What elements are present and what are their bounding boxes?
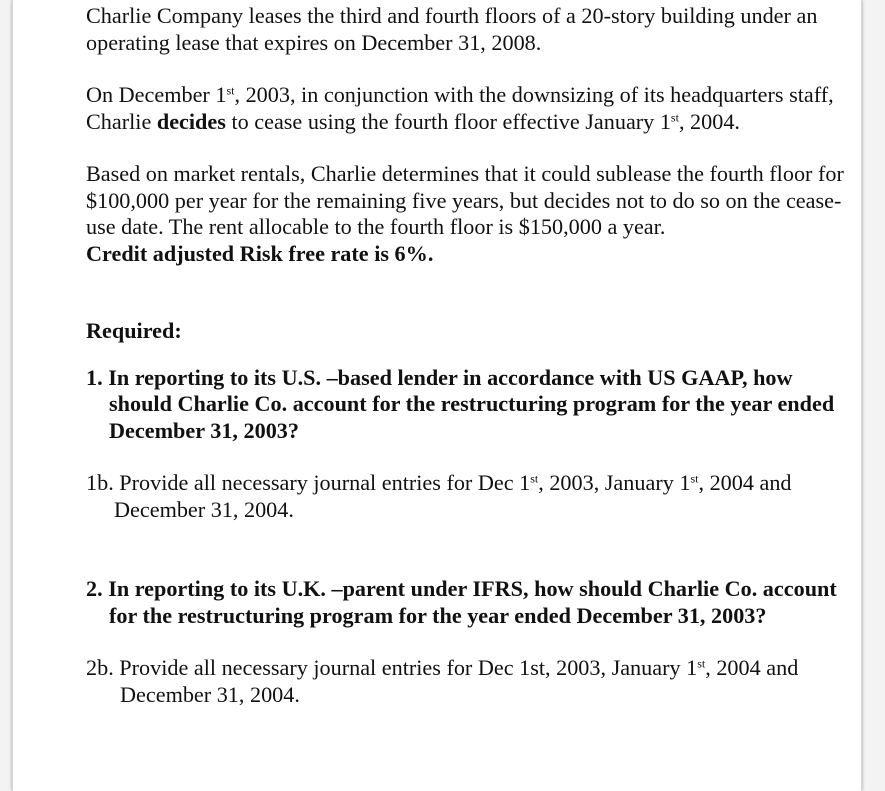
ordinal-suffix: st	[690, 471, 699, 486]
decides-bold: decides	[156, 108, 226, 134]
lease-paragraph	[86, 3, 846, 56]
required-heading: Required:	[86, 318, 182, 343]
question-1b-text-c: , 2004 and December 31, 2004.	[114, 470, 792, 522]
risk-free-rate-line: Credit adjusted Risk free rate is 6%.	[86, 240, 434, 266]
lease-text: Charlie Company leases the third and fourth floors of a 20-story building under an operating lease that expires on December 31, 2008.	[86, 3, 818, 55]
question-2b-text-a: 2b. Provide all necessary journal entries for Dec 1st, 2003, January 1	[86, 655, 698, 680]
question-2b-text-b: , 2004 and December 31, 2004.	[120, 655, 799, 707]
question-1: 1. In reporting to its U.S. –based lender in accordance with US GAAP, how should Charlie Co. account for the restructuring program for the year ended December 31, 2003?	[86, 364, 835, 443]
ordinal-suffix: st	[670, 110, 679, 125]
decision-paragraph	[86, 82, 846, 135]
decision-text-a: On December 1	[86, 82, 227, 107]
ordinal-suffix: st	[530, 471, 539, 486]
decision-text-c: to cease using the fourth floor effective January 1	[225, 108, 671, 134]
question-1b	[86, 470, 846, 523]
ordinal-suffix: st	[697, 656, 706, 671]
question-2: 2. In reporting to its U.K. –parent under IFRS, how should Charlie Co. account for the restructuring program for the year ended December 31, 2003?	[86, 576, 837, 628]
document-body	[86, 3, 846, 708]
document-page	[12, 0, 862, 791]
sublease-paragraph	[86, 161, 846, 267]
question-1b-text-b: , 2003, January 1	[538, 470, 691, 495]
ordinal-suffix: st	[226, 83, 235, 98]
decision-text-b: , 2003, in conjunction with the downsizing of its headquarters staff, Charlie	[86, 82, 834, 134]
question-2b	[86, 655, 846, 708]
question-1b-text-a: 1b. Provide all necessary journal entries for Dec 1	[86, 470, 531, 495]
sublease-text: Based on market rentals, Charlie determines that it could sublease the fourth floor for $100,000 per year for the remaining five years, but decides not to do so on the cease-use date. The rent allocable to the fourth floor is $150,000 a year.	[86, 161, 844, 239]
decision-text-d: , 2004.	[678, 108, 740, 134]
